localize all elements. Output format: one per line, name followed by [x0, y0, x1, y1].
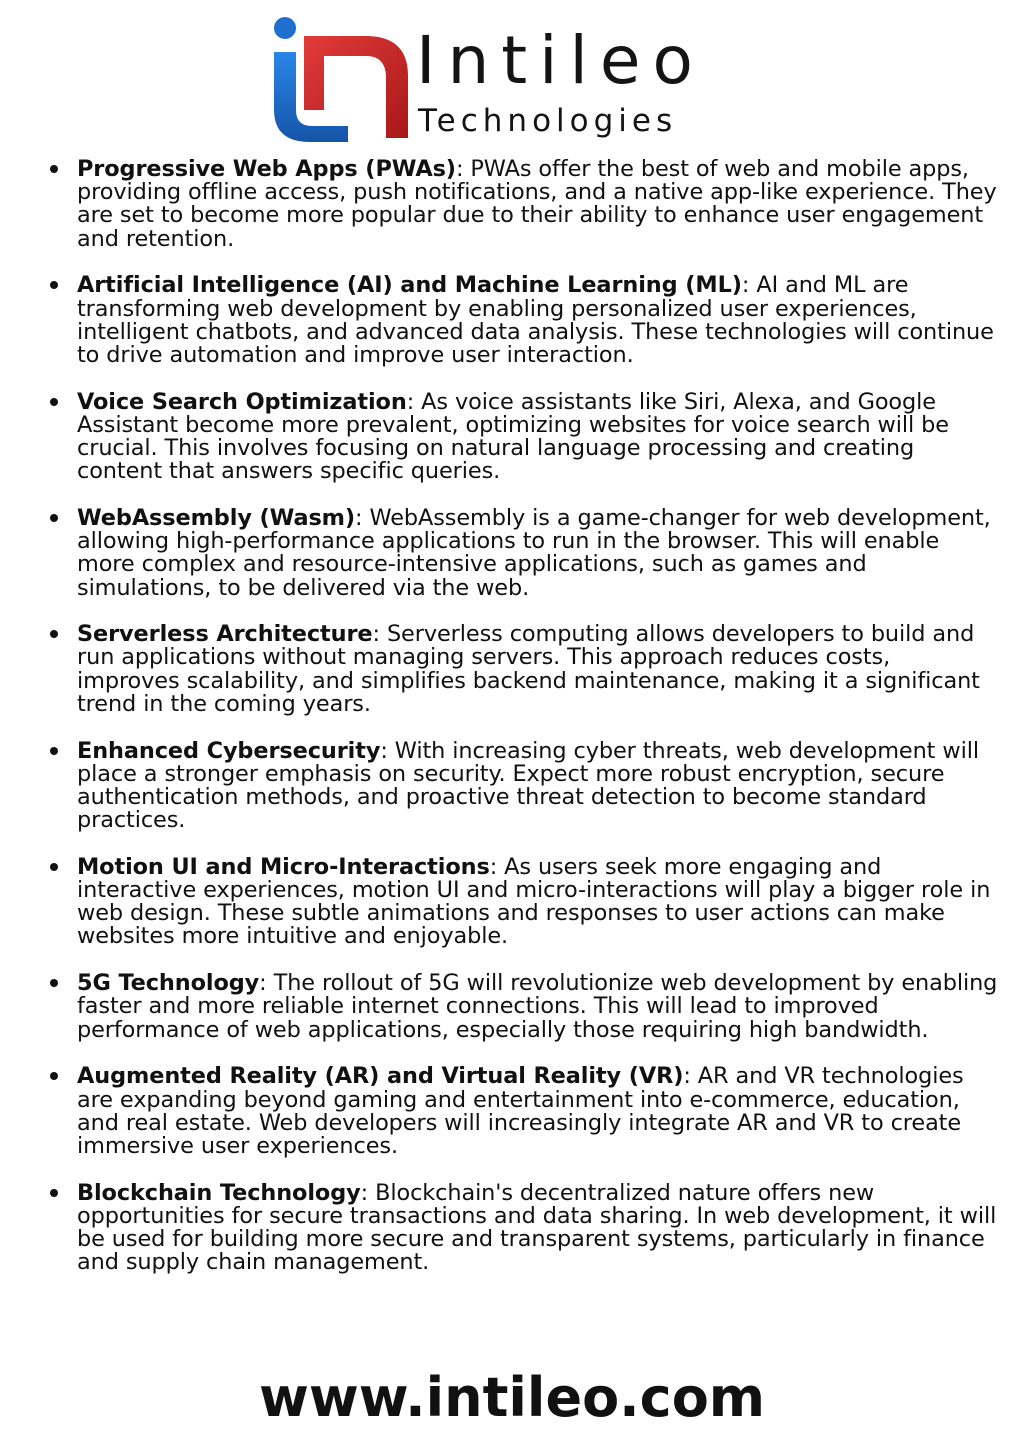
list-item	[48, 504, 998, 601]
trend-term: Serverless Architecture	[77, 621, 373, 648]
bullet-icon	[50, 1189, 58, 1197]
list-item	[48, 853, 998, 950]
intileo-logo-mark-icon	[270, 14, 420, 146]
trend-term: Motion UI and Micro-Interactions	[77, 853, 490, 880]
trend-description: : The rollout of 5G will revolutionize web development by enabling faster and more reliable internet connections. This will lead to improved performance of web applications, especially those requiring high bandwidth.	[77, 970, 998, 1043]
bullet-icon	[50, 1072, 58, 1080]
trend-description: : WebAssembly is a game-changer for web development, allowing high-performance applications to run in the browser. This will enable more complex and resource-intensive applications, such as games and simulations, to be delivered via the web.	[77, 504, 991, 601]
bullet-icon	[50, 398, 58, 406]
company-logo	[270, 14, 770, 146]
list-item	[48, 623, 998, 716]
trend-term: Blockchain Technology	[77, 1179, 361, 1206]
trend-description: : AR and VR technologies are expanding beyond gaming and entertainment into e-commerce, education, and real estate. Web developers will increasingly integrate AR and VR to create immersive user experiences.	[77, 1063, 964, 1159]
trend-description: : AI and ML are transforming web development by enabling personalized user experiences, intelligent chatbots, and advanced data analysis. These technologies will continue to drive automation and improve user interaction.	[77, 272, 994, 368]
trend-term: WebAssembly (Wasm)	[77, 504, 356, 531]
trend-description: : As users seek more engaging and interactive experiences, motion UI and micro-interactions will play a bigger role in web design. These subtle animations and responses to user actions can make websites more intuitive and enjoyable.	[77, 853, 991, 950]
trend-description: : As voice assistants like Siri, Alexa, and Google Assistant become more prevalent, optimizing websites for voice search will be crucial. This involves focusing on natural language processing and creating content that answers specific queries.	[77, 388, 949, 485]
trend-term: Progressive Web Apps (PWAs)	[77, 156, 456, 182]
bullet-icon	[50, 863, 58, 871]
trend-list	[48, 158, 998, 1298]
bullet-icon	[50, 165, 58, 173]
trend-term: Augmented Reality (AR) and Virtual Reality (VR)	[77, 1063, 684, 1090]
logo-tagline: Technologies	[418, 103, 678, 139]
bullet-icon	[50, 747, 58, 755]
bullet-icon	[50, 514, 58, 522]
logo-brand-name: Intileo	[416, 22, 705, 99]
list-item	[48, 972, 998, 1042]
trend-term: 5G Technology	[77, 970, 260, 997]
trend-term: Voice Search Optimization	[77, 388, 407, 415]
website-url: www.intileo.com	[258, 1366, 766, 1429]
list-item	[48, 274, 998, 367]
bullet-icon	[50, 979, 58, 987]
list-item	[48, 1065, 998, 1158]
list-item	[48, 737, 998, 834]
trend-term: Enhanced Cybersecurity	[77, 737, 381, 764]
trend-description: : PWAs offer the best of web and mobile apps, providing offline access, push notifications, and a native app-like experience. They are set to become more popular due to their ability to enhance user engagement and retention.	[77, 156, 997, 252]
trend-term: Artificial Intelligence (AI) and Machine Learning (ML)	[77, 272, 742, 299]
list-item	[48, 388, 998, 485]
trend-description: : Blockchain's decentralized nature offers new opportunities for secure transactions and data sharing. In web development, it will be used for building more secure and transparent systems, particularly in finance and supply chain management.	[77, 1179, 997, 1276]
bullet-icon	[50, 281, 58, 289]
list-item	[48, 158, 998, 251]
trend-description: : With increasing cyber threats, web development will place a stronger emphasis on security. Expect more robust encryption, secure authentication methods, and proactive threat detection to become standard practices.	[77, 737, 979, 834]
list-item	[48, 1179, 998, 1276]
trend-description: : Serverless computing allows developers to build and run applications without managing servers. This approach reduces costs, improves scalability, and simplifies backend maintenance, making it a significant trend in the coming years.	[77, 621, 980, 717]
bullet-icon	[50, 630, 58, 638]
